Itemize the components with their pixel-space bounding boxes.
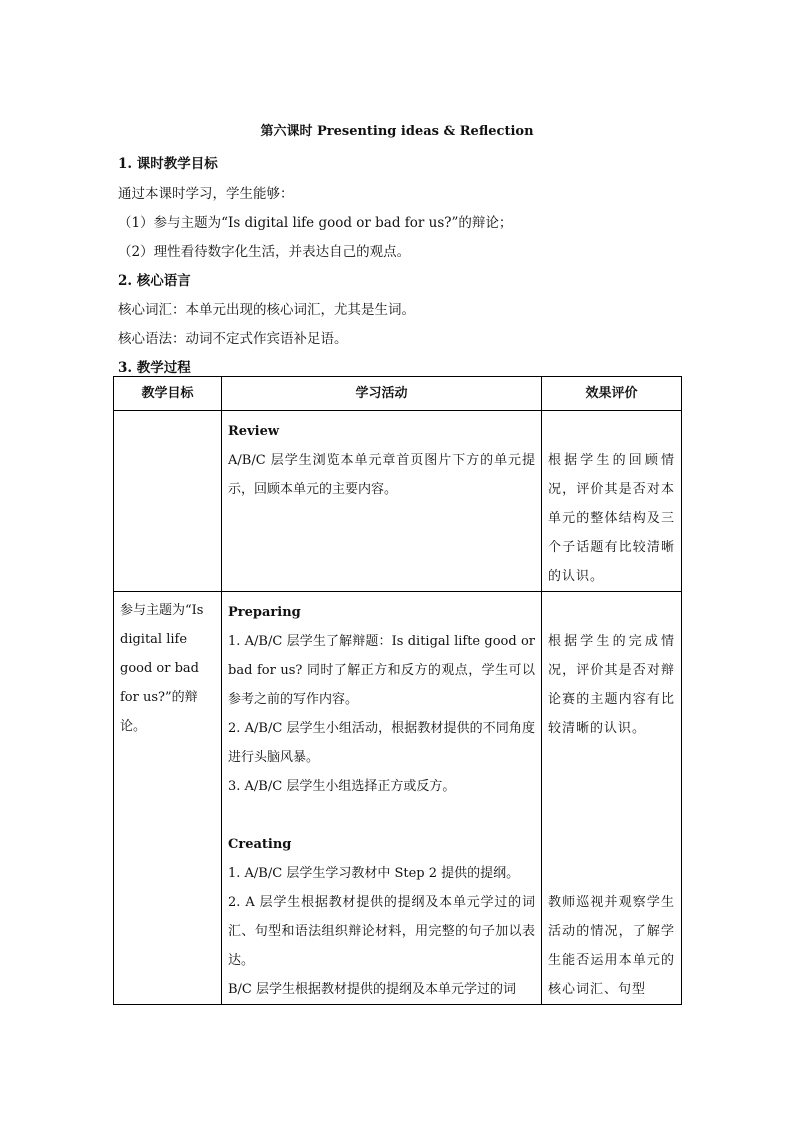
preparing-line-3: 3. A/B/C 层学生小组选择正方或反方。 xyxy=(228,779,456,794)
row1-activity xyxy=(222,411,542,592)
row2-goal-text: 参与主题为“Is digital life good or bad for us?”的辩论。 xyxy=(120,603,204,734)
row2-evaluation-preparing: 根据学生的完成情况，评价其是否对辩论赛的主题内容有比较清晰的认识。 xyxy=(548,634,675,736)
header-goal: 教学目标 xyxy=(114,377,222,411)
preparing-line-2: 2. A/B/C 层学生小组活动，根据教材提供的不同角度进行头脑风暴。 xyxy=(228,721,535,765)
row1-goal xyxy=(114,411,222,592)
section-2-grammar: 核心语法：动词不定式作宾语补足语。 xyxy=(118,331,348,347)
review-heading: Review xyxy=(228,424,280,439)
creating-heading: Creating xyxy=(228,837,292,852)
preparing-heading: Preparing xyxy=(228,605,301,620)
table-row xyxy=(114,411,682,592)
section-1-item-2: （2）理性看待数字化生活，并表达自己的观点。 xyxy=(118,244,411,260)
table-row xyxy=(114,592,682,1005)
section-1-item-1: （1）参与主题为“Is digital life good or bad for us?”的辩论； xyxy=(118,215,513,231)
row2-activity xyxy=(222,592,542,1005)
header-evaluation: 效果评价 xyxy=(542,377,682,411)
section-3-heading: 3. 教学过程 xyxy=(118,360,191,376)
row1-evaluation xyxy=(542,411,682,592)
creating-line-3: B/C 层学生根据教材提供的提纲及本单元学过的词 xyxy=(228,982,517,997)
section-2-heading: 2. 核心语言 xyxy=(118,273,191,289)
review-line-1: A/B/C 层学生浏览本单元章首页图片下方的单元提示，回顾本单元的主要内容。 xyxy=(228,453,535,497)
preparing-line-1: 1. A/B/C 层学生了解辩题：Is ditigal lifte good or bad for us? 同时了解正方和反方的观点，学生可以参考之前的写作内容。 xyxy=(228,634,535,707)
table-header-row xyxy=(114,377,682,411)
lesson-title: 第六课时 Presenting ideas & Reflection xyxy=(260,124,534,139)
header-activity: 学习活动 xyxy=(222,377,542,411)
teaching-process-table xyxy=(113,376,682,1005)
section-1-heading: 1. 课时教学目标 xyxy=(118,156,218,172)
creating-line-1: 1. A/B/C 层学生学习教材中 Step 2 提供的提纲。 xyxy=(228,866,520,881)
section-2-vocab: 核心词汇：本单元出现的核心词汇，尤其是生词。 xyxy=(118,302,415,318)
creating-line-2: 2. A 层学生根据教材提供的提纲及本单元学过的词汇、句型和语法组织辩论材料，用完整的句子加以表达。 xyxy=(228,895,535,968)
row2-goal xyxy=(114,592,222,1005)
row2-evaluation-creating: 教师巡视并观察学生活动的情况，了解学生能否运用本单元的核心词汇、句型 xyxy=(548,895,675,997)
section-1-intro: 通过本课时学习，学生能够： xyxy=(118,186,294,202)
row2-evaluation xyxy=(542,592,682,1005)
row1-evaluation-text: 根据学生的回顾情况，评价其是否对本单元的整体结构及三个子话题有比较清晰的认识。 xyxy=(548,453,675,584)
